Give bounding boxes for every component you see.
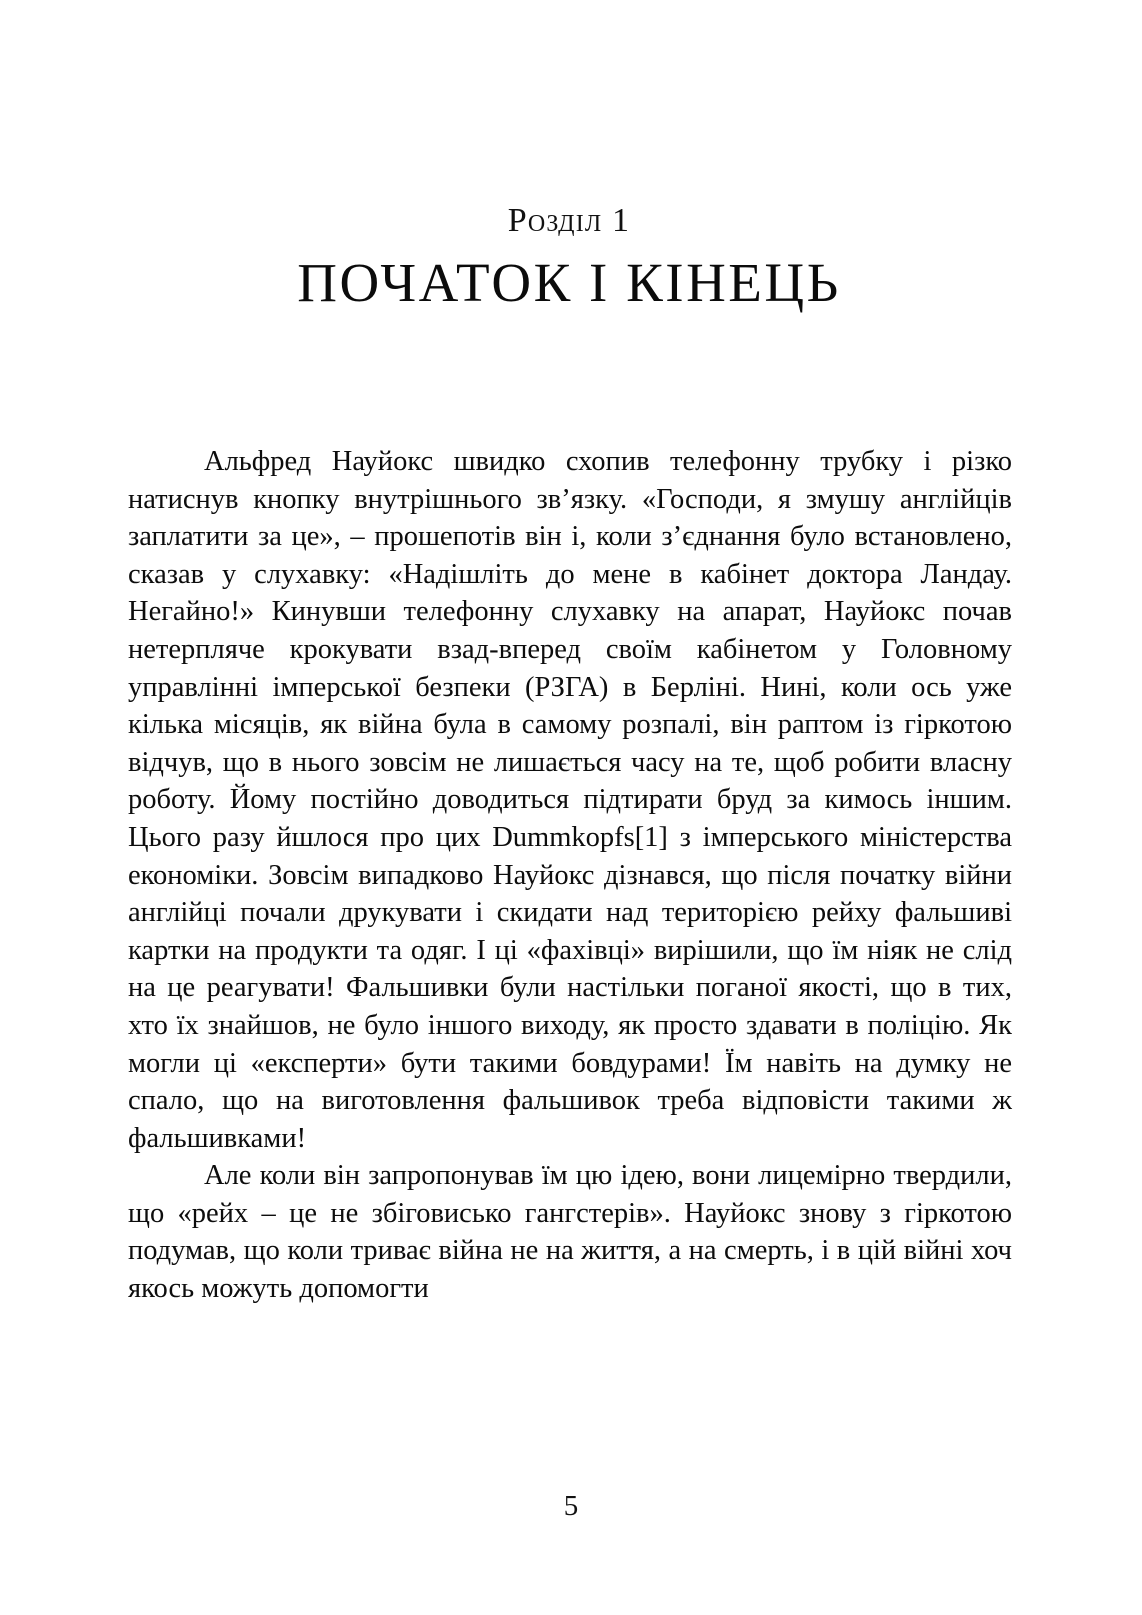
page-number: 5 <box>563 1490 579 1522</box>
chapter-title: ПОЧАТОК І КІНЕЦЬ <box>297 252 841 313</box>
body-text-block <box>128 443 1012 1308</box>
paragraph: Альфред Науйокс швидко схопив телефонну трубку і різко натиснув кнопку внутрішнього зв’язку. «Господи, я змушу англійців заплатити за це», – прошепотів він і, коли з’єднання було встановлено, сказав у слухавку: «Надішліть до мене в кабінет доктора Ландау. Негайно!» Кинувши телефонну слухавку на апарат, Науйокс почав нетерпляче крокувати взад-вперед своїм кабінетом у Головному управлінні імперської безпеки (РЗГА) в Берліні. Нині, коли ось уже кілька місяців, як війна була в самому розпалі, він раптом із гіркотою відчув, що в нього зовсім не лишається часу на те, щоб робити власну роботу. Йому постійно доводиться підтирати бруд за кимось іншим. Цього разу йшлося про цих Dummkopfs[1] з імперського міністерства економіки. Зовсім випадково Науйокс дізнався, що після початку війни англійці почали друкувати і скидати над територією рейху фальшиві картки на продукти та одяг. І ці «фахівці» вирішили, що їм ніяк не слід на це реагувати! Фальшивки були настільки поганої якості, що в тих, хто їх знайшов, не було іншого виходу, як просто здавати в поліцію. Як могли ці «експерти» бути такими бовдурами! Їм навіть на думку не спало, що на виготовлення фальшивок треба відповісти такими ж фальшивками! <box>128 446 1012 1154</box>
paragraph: Але коли він запропонував їм цю ідею, вони лицемірно твердили, що «рейх – це не збіговисько гангстерів». Науйокс знову з гіркотою подумав, що коли триває війна не на життя, а на смерть, і в цій війні хоч якось можуть допомогти <box>128 1160 1012 1305</box>
chapter-heading-block <box>128 200 1010 314</box>
chapter-label: Розділ 1 <box>507 202 631 239</box>
